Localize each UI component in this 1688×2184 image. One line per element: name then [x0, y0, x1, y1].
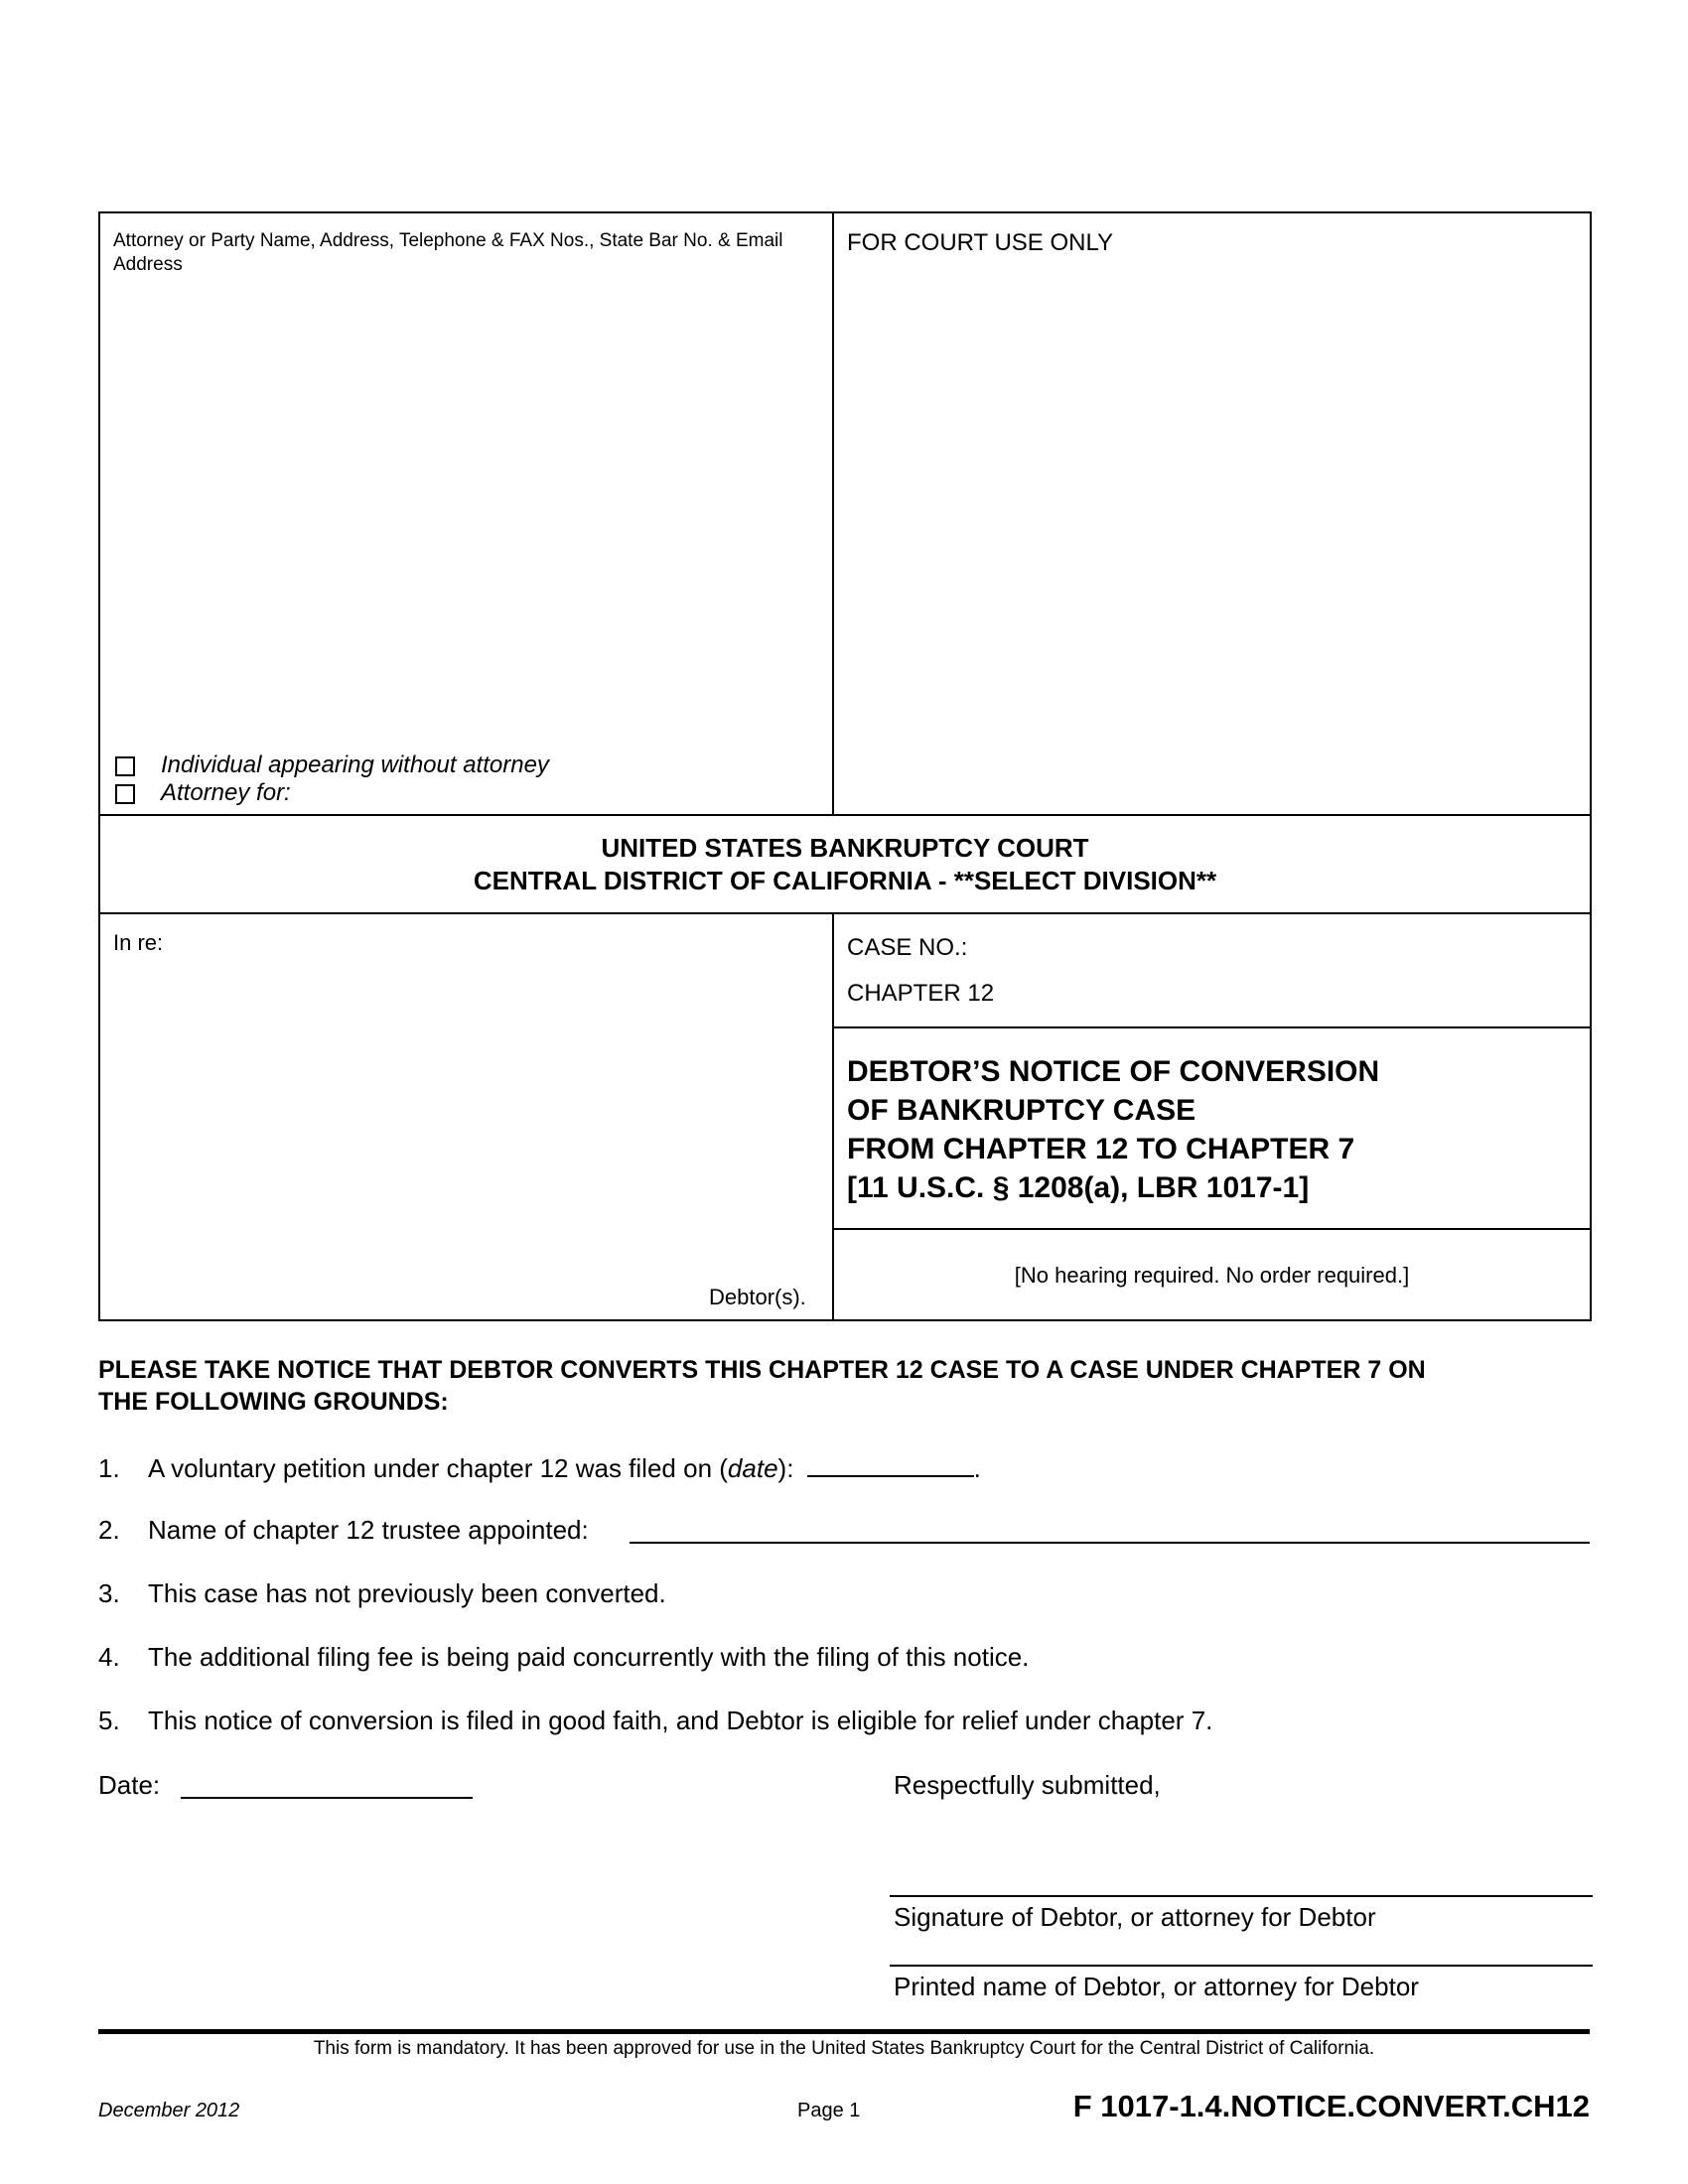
- date-label: Date:: [98, 1770, 161, 1800]
- chapter-label: CHAPTER 12: [847, 980, 995, 1007]
- document-title-line: OF BANKRUPTCY CASE: [847, 1094, 1196, 1127]
- footer-page: Page 1: [797, 2100, 861, 2121]
- case-no-label: CASE NO.:: [847, 934, 968, 961]
- item-number: 2.: [98, 1515, 120, 1545]
- caption-rule-court-bottom: [98, 912, 1592, 914]
- court-name: [98, 832, 1592, 897]
- court-name-line: UNITED STATES BANKRUPTCY COURT: [601, 833, 1089, 863]
- in-re-label: In re:: [113, 930, 164, 955]
- item-text: Name of chapter 12 trustee appointed:: [148, 1515, 589, 1545]
- court-use-label: FOR COURT USE ONLY: [847, 229, 1114, 256]
- attorney-label: Attorney or Party Name, Address, Telephone & FAX Nos., State Bar No. & Email Address: [113, 230, 783, 275]
- case-no-rule: [832, 1026, 1592, 1028]
- attorney-checkbox-label: Attorney for:: [161, 779, 291, 806]
- printed-name-field[interactable]: [890, 1965, 1593, 1967]
- caption-divider-bottom: [832, 912, 834, 1321]
- notice-item-1: [98, 1451, 1588, 1484]
- date-field[interactable]: [181, 1797, 473, 1799]
- caption-divider-top: [832, 211, 834, 816]
- item-number: 1.: [98, 1453, 120, 1483]
- checkbox-row-individual[interactable]: [115, 751, 549, 779]
- notice-item-3: [98, 1578, 1588, 1609]
- item-text: A voluntary petition under chapter 12 was filed on (: [148, 1453, 728, 1483]
- item-number: 4.: [98, 1642, 120, 1672]
- individual-checkbox[interactable]: [115, 756, 135, 776]
- petition-date-field[interactable]: [807, 1451, 974, 1477]
- signature-field[interactable]: [890, 1895, 1593, 1897]
- footer-rule: [98, 2029, 1590, 2034]
- footer-form-id: F 1017-1.4.NOTICE.CONVERT.CH12: [1072, 2089, 1590, 2123]
- checkbox-row-attorney[interactable]: [115, 779, 291, 807]
- notice-item-5: [98, 1706, 1588, 1736]
- document-title-line: [11 U.S.C. § 1208(a), LBR 1017-1]: [847, 1171, 1310, 1204]
- document-title: [847, 1052, 1582, 1207]
- notice-item-4: [98, 1642, 1588, 1673]
- court-district-line: CENTRAL DISTRICT OF CALIFORNIA - **SELECT DIVISION**: [473, 866, 1217, 895]
- notice-heading: [98, 1354, 1608, 1418]
- individual-checkbox-label: Individual appearing without attorney: [161, 751, 549, 778]
- item-text-italic: date: [727, 1453, 778, 1483]
- signature-label: Signature of Debtor, or attorney for Debtor: [894, 1902, 1376, 1932]
- trustee-name-field[interactable]: [630, 1542, 1590, 1544]
- attorney-checkbox[interactable]: [115, 784, 135, 804]
- debtors-label: Debtor(s).: [709, 1285, 806, 1309]
- item-number: 5.: [98, 1706, 120, 1735]
- respectfully-submitted: Respectfully submitted,: [894, 1770, 1161, 1800]
- item-text: This notice of conversion is filed in good faith, and Debtor is eligible for relief under chapter 7.: [148, 1706, 1213, 1735]
- period: .: [973, 1453, 981, 1483]
- item-text: The additional filing fee is being paid concurrently with the filing of this notice.: [148, 1642, 1030, 1672]
- mandatory-text: This form is mandatory. It has been approved for use in the United States Bankruptcy Court for the Central District of California.: [313, 2038, 1375, 2059]
- footer-date: December 2012: [98, 2100, 240, 2121]
- item-text: ):: [777, 1453, 794, 1483]
- caption-rule-court-top: [98, 814, 1592, 816]
- notice-heading-line: PLEASE TAKE NOTICE THAT DEBTOR CONVERTS THIS CHAPTER 12 CASE TO A CASE UNDER CHAPTER 7 ON: [98, 1356, 1426, 1384]
- document-title-line: DEBTOR’S NOTICE OF CONVERSION: [847, 1055, 1380, 1088]
- printed-name-label: Printed name of Debtor, or attorney for Debtor: [894, 1972, 1419, 2001]
- item-number: 3.: [98, 1578, 120, 1608]
- notice-heading-line: THE FOLLOWING GROUNDS:: [98, 1388, 449, 1416]
- document-title-line: FROM CHAPTER 12 TO CHAPTER 7: [847, 1133, 1355, 1165]
- hearing-note: [No hearing required. No order required.]: [1014, 1263, 1410, 1288]
- title-rule: [832, 1228, 1592, 1230]
- item-text: This case has not previously been converted.: [148, 1578, 666, 1608]
